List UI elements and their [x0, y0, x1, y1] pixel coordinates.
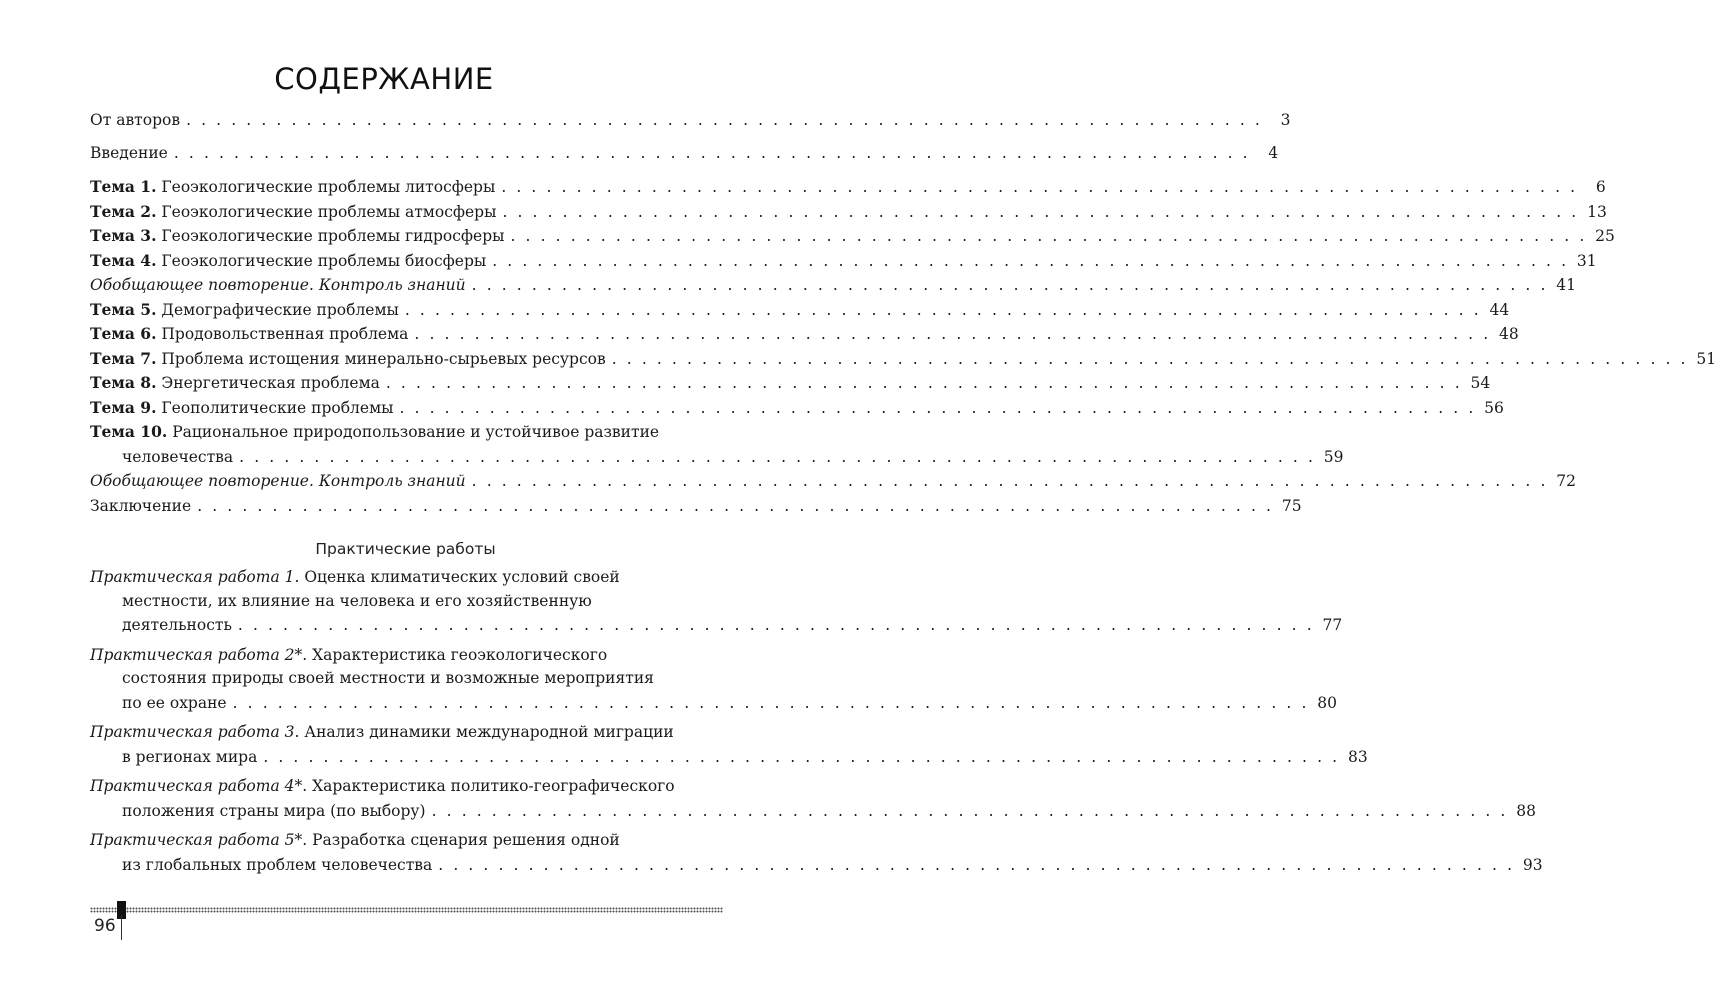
toc-entry-text: От авторов — [90, 111, 181, 129]
toc-page-number: 4 — [1268, 143, 1279, 162]
toc-page-number: 93 — [1522, 855, 1543, 874]
toc-page-number: 31 — [1576, 251, 1597, 270]
dot-leader: . . . . . . . . . . . . . . . . . . . . . . . . . . . . . . . . . . . . . . . . . . . . . . . . . . . . . . . . . . . . . . . . . . . . . . . . — [471, 472, 1549, 490]
topic-number: Тема 4. — [90, 250, 157, 270]
review-label: Обобщающее повторение. Контроль знаний — [90, 472, 466, 490]
toc-page-number: 77 — [1322, 616, 1343, 634]
toc-entry-text: Введение — [90, 143, 168, 162]
toc-entry-topic-3[interactable] — [90, 224, 1615, 249]
topic-number: Тема 2. — [90, 201, 157, 221]
toc-entry-topic-5[interactable] — [90, 298, 1510, 323]
toc-entry-text: Геополитические проблемы — [156, 398, 394, 417]
toc-entry-text: . Разработка сценария решения одной — [302, 831, 620, 849]
toc-page-number: 88 — [1516, 801, 1536, 820]
dot-leader: . . . . . . . . . . . . . . . . . . . . . . . . . . . . . . . . . . . . . . . . . . . . . . . . . . . . . . . . . . . . . . . . . . . . . . . . — [501, 178, 1578, 196]
toc-entry-text: Рациональное природопользование и устойчивое развитие — [167, 423, 660, 441]
toc-entry-practical-1[interactable] — [90, 566, 1343, 638]
dot-leader: . . . . . . . . . . . . . . . . . . . . . . . . . . . . . . . . . . . . . . . . . . . . . . . . . . . . . . . . . . . . . . . . . . . . . . . . — [471, 276, 1549, 294]
toc-entry-practical-4[interactable] — [90, 775, 1536, 823]
topic-number: Тема 1. — [90, 177, 157, 196]
dot-leader: . . . . . . . . . . . . . . . . . . . . . . . . . . . . . . . . . . . . . . . . . . . . . . . . . . . . . . . . . . . . . . . . . . . . . . . . — [385, 374, 1463, 392]
toc-page-number: 56 — [1484, 398, 1504, 417]
topic-number: Тема 7. — [90, 348, 157, 368]
toc-entry-text-continued: по ее охране — [122, 693, 227, 712]
toc-page-number: 51 — [1696, 349, 1716, 368]
toc-entry-text: Заключение — [90, 496, 192, 515]
table-of-contents — [90, 108, 1716, 883]
topic-number: Тема 3. — [90, 226, 157, 245]
toc-entry-topic-4[interactable] — [90, 249, 1597, 274]
toc-page-number: 3 — [1280, 111, 1291, 129]
dot-leader: . . . . . . . . . . . . . . . . . . . . . . . . . . . . . . . . . . . . . . . . . . . . . . . . . . . . . . . . . . . . . . . . . . . . . . . . — [239, 447, 1316, 466]
toc-entry-review-2[interactable] — [90, 469, 1577, 494]
toc-entry-text-continued: деятельность — [122, 616, 232, 634]
toc-entry-topic-6[interactable] — [90, 322, 1519, 347]
dot-leader: . . . . . . . . . . . . . . . . . . . . . . . . . . . . . . . . . . . . . . . . . . . . . . . . . . . . . . . . . . . . . . . . . . . . . . . . — [510, 227, 1587, 245]
toc-entry-text-continued: в регионах мира — [122, 747, 258, 766]
practical-label: Практическая работа 3 — [90, 723, 295, 741]
toc-entry-text: Геоэкологические проблемы гидросферы — [156, 227, 505, 245]
dot-leader: . . . . . . . . . . . . . . . . . . . . . . . . . . . . . . . . . . . . . . . . . . . . . . . . . . . . . . . . . . . . . . . . . . . . . . . . — [173, 143, 1251, 162]
toc-entry-text: . Оценка климатических условий своей — [294, 568, 620, 586]
topic-number: Тема 9. — [90, 397, 157, 417]
toc-entry-practical-2[interactable] — [90, 644, 1337, 716]
page-title: СОДЕРЖАНИЕ — [274, 62, 494, 96]
review-label: Обобщающее повторение. Контроль знаний — [90, 276, 466, 294]
dot-leader: . . . . . . . . . . . . . . . . . . . . . . . . . . . . . . . . . . . . . . . . . . . . . . . . . . . . . . . . . . . . . . . . . . . . . . . . — [492, 251, 1569, 270]
toc-entry-topic-10[interactable] — [90, 420, 1344, 469]
footer-divider — [121, 915, 122, 940]
toc-entry-topic-7[interactable] — [90, 347, 1716, 372]
toc-entry-topic-9[interactable] — [90, 396, 1504, 421]
toc-page-number: 6 — [1595, 178, 1606, 196]
dot-leader: . . . . . . . . . . . . . . . . . . . . . . . . . . . . . . . . . . . . . . . . . . . . . . . . . . . . . . . . . . . . . . . . . . . . . . . . — [502, 202, 1579, 221]
toc-page-number: 41 — [1556, 276, 1577, 294]
dot-leader: . . . . . . . . . . . . . . . . . . . . . . . . . . . . . . . . . . . . . . . . . . . . . . . . . . . . . . . . . . . . . . . . . . . . . . . . — [431, 801, 1508, 820]
toc-entry-review-1[interactable] — [90, 273, 1577, 298]
dot-leader: . . . . . . . . . . . . . . . . . . . . . . . . . . . . . . . . . . . . . . . . . . . . . . . . . . . . . . . . . . . . . . . . . . . . . . . . — [197, 496, 1274, 515]
toc-entry-text: . Характеристика политико-географического — [302, 777, 675, 795]
dot-leader: . . . . . . . . . . . . . . . . . . . . . . . . . . . . . . . . . . . . . . . . . . . . . . . . . . . . . . . . . . . . . . . . . . . . . . . . — [186, 111, 1263, 129]
toc-entry-conclusion[interactable] — [90, 494, 1302, 519]
practical-works-heading: Практические работы — [315, 540, 496, 558]
dot-leader: . . . . . . . . . . . . . . . . . . . . . . . . . . . . . . . . . . . . . . . . . . . . . . . . . . . . . . . . . . . . . . . . . . . . . . . . — [611, 349, 1689, 368]
toc-page-number: 75 — [1281, 496, 1302, 515]
toc-page-number: 44 — [1489, 300, 1510, 319]
dot-leader: . . . . . . . . . . . . . . . . . . . . . . . . . . . . . . . . . . . . . . . . . . . . . . . . . . . . . . . . . . . . . . . . . . . . . . . . — [404, 300, 1482, 319]
practical-label: Практическая работа 2* — [90, 645, 303, 664]
practical-label: Практическая работа 5* — [90, 831, 303, 849]
toc-page-number: 72 — [1556, 472, 1577, 490]
toc-entry-text: Геоэкологические проблемы биосферы — [156, 251, 487, 270]
topic-number: Тема 6. — [90, 324, 157, 343]
dot-leader: . . . . . . . . . . . . . . . . . . . . . . . . . . . . . . . . . . . . . . . . . . . . . . . . . . . . . . . . . . . . . . . . . . . . . . . . — [237, 616, 1315, 634]
topic-number: Тема 5. — [90, 299, 157, 319]
toc-entry-text: Геоэкологические проблемы атмосферы — [156, 202, 497, 221]
toc-entry-text-continued: положения страны мира (по выбору) — [122, 801, 426, 820]
toc-entry-topic-1[interactable] — [90, 175, 1606, 200]
topic-number: Тема 8. — [90, 373, 157, 392]
toc-entry-text-continued: из глобальных проблем человечества — [122, 855, 433, 874]
practical-label: Практическая работа 1 — [90, 568, 295, 586]
toc-entry-text: Геоэкологические проблемы литосферы — [156, 178, 496, 196]
toc-entry-practical-3[interactable] — [90, 721, 1368, 769]
topic-number: Тема 10. — [90, 422, 168, 441]
toc-entry-text: Энергетическая проблема — [156, 374, 380, 392]
toc-entry-text: Демографические проблемы — [156, 300, 399, 319]
toc-page-number: 13 — [1587, 202, 1607, 221]
dot-leader: . . . . . . . . . . . . . . . . . . . . . . . . . . . . . . . . . . . . . . . . . . . . . . . . . . . . . . . . . . . . . . . . . . . . . . . . — [263, 747, 1340, 766]
toc-page-number: 80 — [1317, 693, 1337, 712]
page-number: 96 — [94, 916, 116, 936]
toc-page-number: 48 — [1499, 325, 1519, 343]
toc-entry-authors[interactable] — [90, 108, 1291, 133]
footer-dotted-rule — [90, 907, 723, 913]
toc-entry-text: . Характеристика геоэкологического — [302, 645, 608, 664]
toc-entry-text-continued: местности, их влияние на человека и его хозяйственную — [122, 591, 592, 610]
toc-entry-text-continued: состояния природы своей местности и возможные мероприятия — [122, 669, 654, 687]
toc-page-number: 83 — [1347, 747, 1368, 766]
toc-page-number: 25 — [1595, 227, 1615, 245]
toc-page-number: 54 — [1470, 374, 1491, 392]
toc-entry-text: . Анализ динамики международной миграции — [294, 723, 674, 741]
toc-entry-topic-8[interactable] — [90, 371, 1491, 396]
toc-entry-topic-2[interactable] — [90, 200, 1607, 225]
toc-entry-text: Проблема истощения минерально-сырьевых ресурсов — [156, 349, 606, 368]
dot-leader: . . . . . . . . . . . . . . . . . . . . . . . . . . . . . . . . . . . . . . . . . . . . . . . . . . . . . . . . . . . . . . . . . . . . . . . . — [232, 693, 1309, 712]
toc-page-number: 59 — [1323, 447, 1344, 466]
dot-leader: . . . . . . . . . . . . . . . . . . . . . . . . . . . . . . . . . . . . . . . . . . . . . . . . . . . . . . . . . . . . . . . . . . . . . . . . — [414, 325, 1491, 343]
toc-entry-practical-5[interactable] — [90, 829, 1543, 877]
toc-entry-introduction[interactable] — [90, 141, 1279, 166]
toc-entry-text-continued: человечества — [122, 447, 234, 466]
dot-leader: . . . . . . . . . . . . . . . . . . . . . . . . . . . . . . . . . . . . . . . . . . . . . . . . . . . . . . . . . . . . . . . . . . . . . . . . — [399, 398, 1476, 417]
toc-entry-text: Продовольственная проблема — [156, 325, 409, 343]
dot-leader: . . . . . . . . . . . . . . . . . . . . . . . . . . . . . . . . . . . . . . . . . . . . . . . . . . . . . . . . . . . . . . . . . . . . . . . . — [438, 855, 1515, 874]
practical-label: Практическая работа 4* — [90, 777, 303, 795]
